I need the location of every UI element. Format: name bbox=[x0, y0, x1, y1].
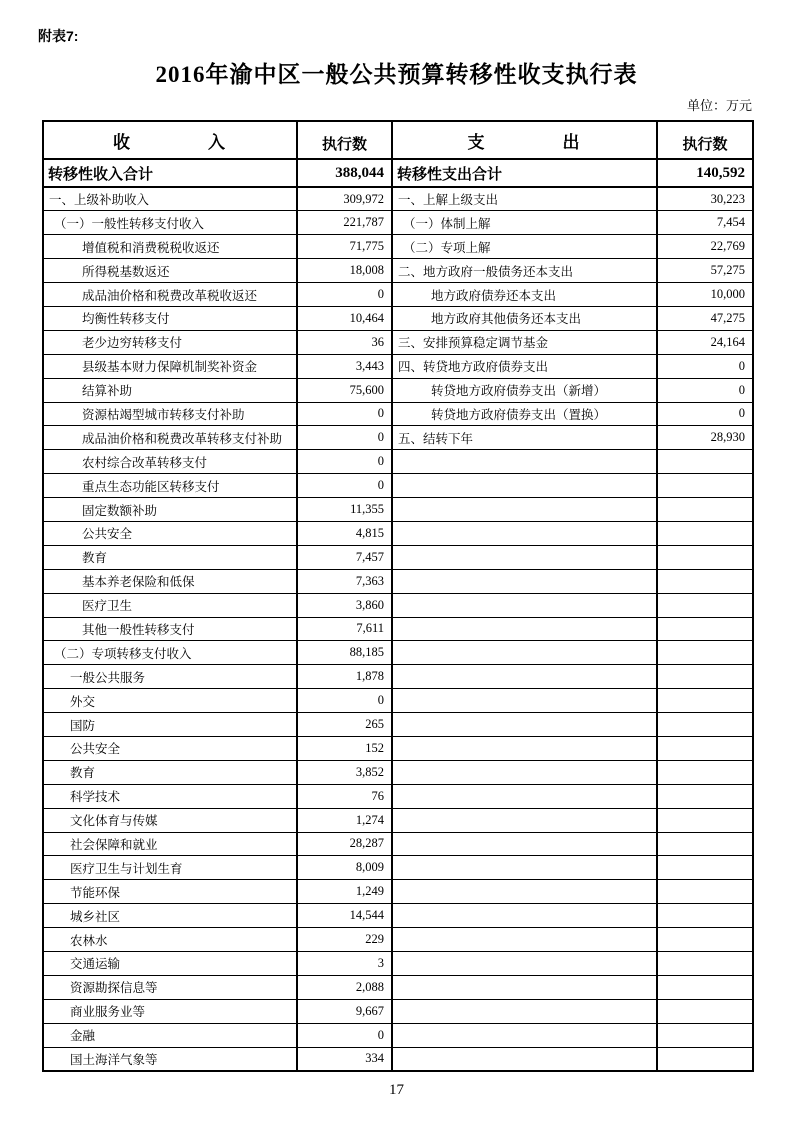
income-item-cell: 文化体育与传媒 bbox=[43, 808, 297, 832]
income-item-cell: 县级基本财力保障机制奖补资金 bbox=[43, 354, 297, 378]
income-item-cell: 交通运输 bbox=[43, 952, 297, 976]
income-value-cell: 8,009 bbox=[297, 856, 392, 880]
table-header-row bbox=[43, 121, 753, 159]
income-item-cell: 均衡性转移支付 bbox=[43, 306, 297, 330]
expense-value-cell bbox=[657, 474, 753, 498]
expense-value-cell bbox=[657, 1047, 753, 1071]
income-item-cell: 教育 bbox=[43, 760, 297, 784]
expense-value-cell: 57,275 bbox=[657, 259, 753, 283]
table-row bbox=[43, 713, 753, 737]
income-value-cell: 7,611 bbox=[297, 617, 392, 641]
table-row bbox=[43, 999, 753, 1023]
income-item-cell: 资源枯竭型城市转移支付补助 bbox=[43, 402, 297, 426]
income-header: 收 入 bbox=[43, 121, 297, 159]
expense-value-cell bbox=[657, 617, 753, 641]
expense-item-cell: 转贷地方政府债券支出（新增） bbox=[392, 378, 657, 402]
expense-item-cell bbox=[392, 450, 657, 474]
expense-item-cell: 一、上解上级支出 bbox=[392, 187, 657, 211]
table-row bbox=[43, 665, 753, 689]
income-item-cell: 国防 bbox=[43, 713, 297, 737]
expense-item-cell: （一）体制上解 bbox=[392, 211, 657, 235]
income-value-cell: 3,852 bbox=[297, 760, 392, 784]
table-row bbox=[43, 952, 753, 976]
expense-value-cell: 7,454 bbox=[657, 211, 753, 235]
income-item-cell: （二）专项转移支付收入 bbox=[43, 641, 297, 665]
expense-item-cell bbox=[392, 784, 657, 808]
expense-item-cell bbox=[392, 760, 657, 784]
expense-item-cell: 地方政府其他债务还本支出 bbox=[392, 306, 657, 330]
annex-label: 附表7: bbox=[38, 28, 79, 44]
expense-value-cell bbox=[657, 593, 753, 617]
table-row bbox=[43, 283, 753, 307]
income-item-cell: 基本养老保险和低保 bbox=[43, 569, 297, 593]
income-value-cell: 0 bbox=[297, 450, 392, 474]
income-value-cell: 10,464 bbox=[297, 306, 392, 330]
expense-item-cell: 转贷地方政府债券支出（置换） bbox=[392, 402, 657, 426]
table-row bbox=[43, 760, 753, 784]
income-value-cell: 0 bbox=[297, 474, 392, 498]
income-item-cell: 教育 bbox=[43, 545, 297, 569]
income-item-cell: 固定数额补助 bbox=[43, 498, 297, 522]
table-row bbox=[43, 474, 753, 498]
expense-value-cell bbox=[657, 665, 753, 689]
income-value-cell: 265 bbox=[297, 713, 392, 737]
expense-value-cell: 30,223 bbox=[657, 187, 753, 211]
expense-item-cell bbox=[392, 880, 657, 904]
income-item-cell: 其他一般性转移支付 bbox=[43, 617, 297, 641]
income-total-value: 388,044 bbox=[297, 159, 392, 187]
income-item-cell: （一）一般性转移支付收入 bbox=[43, 211, 297, 235]
income-value-cell: 1,878 bbox=[297, 665, 392, 689]
page-title: 2016年渝中区一般公共预算转移性收支执行表 bbox=[155, 62, 638, 87]
income-item-cell: 国土海洋气象等 bbox=[43, 1047, 297, 1071]
expense-value-cell: 10,000 bbox=[657, 283, 753, 307]
income-item-cell: 医疗卫生与计划生育 bbox=[43, 856, 297, 880]
expense-value-cell bbox=[657, 856, 753, 880]
income-item-cell: 社会保障和就业 bbox=[43, 832, 297, 856]
table-row bbox=[43, 545, 753, 569]
table-row bbox=[43, 498, 753, 522]
expense-item-cell: 三、安排预算稳定调节基金 bbox=[392, 330, 657, 354]
expense-item-cell bbox=[392, 498, 657, 522]
table-row bbox=[43, 426, 753, 450]
income-item-cell: 成品油价格和税费改革税收返还 bbox=[43, 283, 297, 307]
income-value-cell: 0 bbox=[297, 426, 392, 450]
expense-value-cell bbox=[657, 689, 753, 713]
expense-item-cell bbox=[392, 593, 657, 617]
table-row bbox=[43, 402, 753, 426]
income-value-cell: 7,457 bbox=[297, 545, 392, 569]
income-value-cell: 1,274 bbox=[297, 808, 392, 832]
expense-value-cell bbox=[657, 784, 753, 808]
expense-value-cell bbox=[657, 713, 753, 737]
income-value-cell: 221,787 bbox=[297, 211, 392, 235]
income-value-cell: 0 bbox=[297, 402, 392, 426]
expense-value-cell: 0 bbox=[657, 402, 753, 426]
expense-total-value: 140,592 bbox=[657, 159, 753, 187]
expense-value-cell: 28,930 bbox=[657, 426, 753, 450]
table-row bbox=[43, 856, 753, 880]
income-value-cell: 229 bbox=[297, 928, 392, 952]
income-value-cell: 76 bbox=[297, 784, 392, 808]
page-number: 17 bbox=[389, 1082, 404, 1098]
expense-item-cell: （二）专项上解 bbox=[392, 235, 657, 259]
table-row bbox=[43, 1047, 753, 1071]
income-item-cell: 农林水 bbox=[43, 928, 297, 952]
expense-value-cell: 0 bbox=[657, 354, 753, 378]
expense-value-cell bbox=[657, 736, 753, 760]
table-row bbox=[43, 904, 753, 928]
expense-value-cell bbox=[657, 808, 753, 832]
table-row bbox=[43, 928, 753, 952]
table-row bbox=[43, 569, 753, 593]
income-item-cell: 金融 bbox=[43, 1023, 297, 1047]
expense-item-cell bbox=[392, 736, 657, 760]
income-item-cell: 公共安全 bbox=[43, 736, 297, 760]
expense-item-cell bbox=[392, 832, 657, 856]
income-value-cell: 9,667 bbox=[297, 999, 392, 1023]
expense-header: 支 出 bbox=[392, 121, 657, 159]
income-value-cell: 0 bbox=[297, 283, 392, 307]
income-item-cell: 所得税基数返还 bbox=[43, 259, 297, 283]
income-item-cell: 结算补助 bbox=[43, 378, 297, 402]
income-value-cell: 3,443 bbox=[297, 354, 392, 378]
income-item-cell: 成品油价格和税费改革转移支付补助 bbox=[43, 426, 297, 450]
table-row bbox=[43, 617, 753, 641]
table-row bbox=[43, 641, 753, 665]
income-value-cell: 7,363 bbox=[297, 569, 392, 593]
table-row bbox=[43, 354, 753, 378]
expense-value-cell bbox=[657, 1023, 753, 1047]
income-value-cell: 0 bbox=[297, 689, 392, 713]
budget-table bbox=[42, 120, 754, 1072]
expense-value-cell bbox=[657, 904, 753, 928]
expense-value-cell bbox=[657, 450, 753, 474]
table-row bbox=[43, 187, 753, 211]
expense-item-cell bbox=[392, 1023, 657, 1047]
expense-value-cell bbox=[657, 545, 753, 569]
expense-value-cell bbox=[657, 928, 753, 952]
income-item-cell: 科学技术 bbox=[43, 784, 297, 808]
expense-item-cell bbox=[392, 856, 657, 880]
income-value-cell: 3 bbox=[297, 952, 392, 976]
income-value-cell: 334 bbox=[297, 1047, 392, 1071]
table-row bbox=[43, 593, 753, 617]
table-row bbox=[43, 330, 753, 354]
expense-value-cell bbox=[657, 832, 753, 856]
expense-value-cell bbox=[657, 760, 753, 784]
expense-item-cell bbox=[392, 952, 657, 976]
income-item-cell: 重点生态功能区转移支付 bbox=[43, 474, 297, 498]
income-value-cell: 4,815 bbox=[297, 521, 392, 545]
expense-item-cell: 四、转贷地方政府债券支出 bbox=[392, 354, 657, 378]
expense-item-cell bbox=[392, 928, 657, 952]
income-item-cell: 商业服务业等 bbox=[43, 999, 297, 1023]
income-value-cell: 11,355 bbox=[297, 498, 392, 522]
table-row bbox=[43, 450, 753, 474]
expense-value-cell bbox=[657, 521, 753, 545]
expense-item-cell bbox=[392, 808, 657, 832]
income-item-cell: 一般公共服务 bbox=[43, 665, 297, 689]
expense-total-label: 转移性支出合计 bbox=[392, 159, 657, 187]
income-item-cell: 资源勘探信息等 bbox=[43, 975, 297, 999]
expense-exec-header: 执行数 bbox=[657, 121, 753, 159]
income-value-cell: 1,249 bbox=[297, 880, 392, 904]
expense-value-cell bbox=[657, 952, 753, 976]
expense-item-cell: 地方政府债券还本支出 bbox=[392, 283, 657, 307]
expense-item-cell bbox=[392, 999, 657, 1023]
table-row bbox=[43, 736, 753, 760]
table-row bbox=[43, 259, 753, 283]
income-value-cell: 2,088 bbox=[297, 975, 392, 999]
income-item-cell: 老少边穷转移支付 bbox=[43, 330, 297, 354]
expense-item-cell bbox=[392, 1047, 657, 1071]
income-value-cell: 71,775 bbox=[297, 235, 392, 259]
income-item-cell: 一、上级补助收入 bbox=[43, 187, 297, 211]
income-item-cell: 城乡社区 bbox=[43, 904, 297, 928]
expense-value-cell bbox=[657, 975, 753, 999]
income-total-label: 转移性收入合计 bbox=[43, 159, 297, 187]
expense-item-cell bbox=[392, 569, 657, 593]
table-row bbox=[43, 808, 753, 832]
expense-value-cell bbox=[657, 569, 753, 593]
income-exec-header: 执行数 bbox=[297, 121, 392, 159]
table-body bbox=[43, 121, 753, 1071]
table-row bbox=[43, 975, 753, 999]
expense-value-cell: 24,164 bbox=[657, 330, 753, 354]
income-value-cell: 36 bbox=[297, 330, 392, 354]
table-row bbox=[43, 784, 753, 808]
total-row bbox=[43, 159, 753, 187]
table-row bbox=[43, 235, 753, 259]
expense-value-cell: 22,769 bbox=[657, 235, 753, 259]
income-value-cell: 0 bbox=[297, 1023, 392, 1047]
unit-note: 单位：万元 bbox=[686, 98, 752, 113]
table-row bbox=[43, 378, 753, 402]
expense-item-cell bbox=[392, 617, 657, 641]
expense-item-cell bbox=[392, 474, 657, 498]
table-row bbox=[43, 832, 753, 856]
income-value-cell: 14,544 bbox=[297, 904, 392, 928]
table-row bbox=[43, 306, 753, 330]
expense-item-cell bbox=[392, 689, 657, 713]
expense-item-cell: 二、地方政府一般债务还本支出 bbox=[392, 259, 657, 283]
table-row bbox=[43, 689, 753, 713]
income-item-cell: 农村综合改革转移支付 bbox=[43, 450, 297, 474]
expense-item-cell bbox=[392, 545, 657, 569]
income-item-cell: 医疗卫生 bbox=[43, 593, 297, 617]
expense-item-cell bbox=[392, 713, 657, 737]
income-value-cell: 75,600 bbox=[297, 378, 392, 402]
expense-item-cell: 五、结转下年 bbox=[392, 426, 657, 450]
income-value-cell: 28,287 bbox=[297, 832, 392, 856]
table-row bbox=[43, 1023, 753, 1047]
income-value-cell: 18,008 bbox=[297, 259, 392, 283]
income-item-cell: 公共安全 bbox=[43, 521, 297, 545]
expense-value-cell bbox=[657, 498, 753, 522]
expense-value-cell bbox=[657, 880, 753, 904]
expense-item-cell bbox=[392, 904, 657, 928]
expense-value-cell bbox=[657, 641, 753, 665]
expense-item-cell bbox=[392, 975, 657, 999]
expense-item-cell bbox=[392, 521, 657, 545]
income-value-cell: 309,972 bbox=[297, 187, 392, 211]
expense-value-cell: 0 bbox=[657, 378, 753, 402]
expense-item-cell bbox=[392, 665, 657, 689]
income-item-cell: 节能环保 bbox=[43, 880, 297, 904]
expense-value-cell: 47,275 bbox=[657, 306, 753, 330]
income-item-cell: 外交 bbox=[43, 689, 297, 713]
income-value-cell: 88,185 bbox=[297, 641, 392, 665]
income-item-cell: 增值税和消费税税收返还 bbox=[43, 235, 297, 259]
expense-item-cell bbox=[392, 641, 657, 665]
income-value-cell: 152 bbox=[297, 736, 392, 760]
table-row bbox=[43, 880, 753, 904]
table-row bbox=[43, 521, 753, 545]
expense-value-cell bbox=[657, 999, 753, 1023]
income-value-cell: 3,860 bbox=[297, 593, 392, 617]
table-row bbox=[43, 211, 753, 235]
